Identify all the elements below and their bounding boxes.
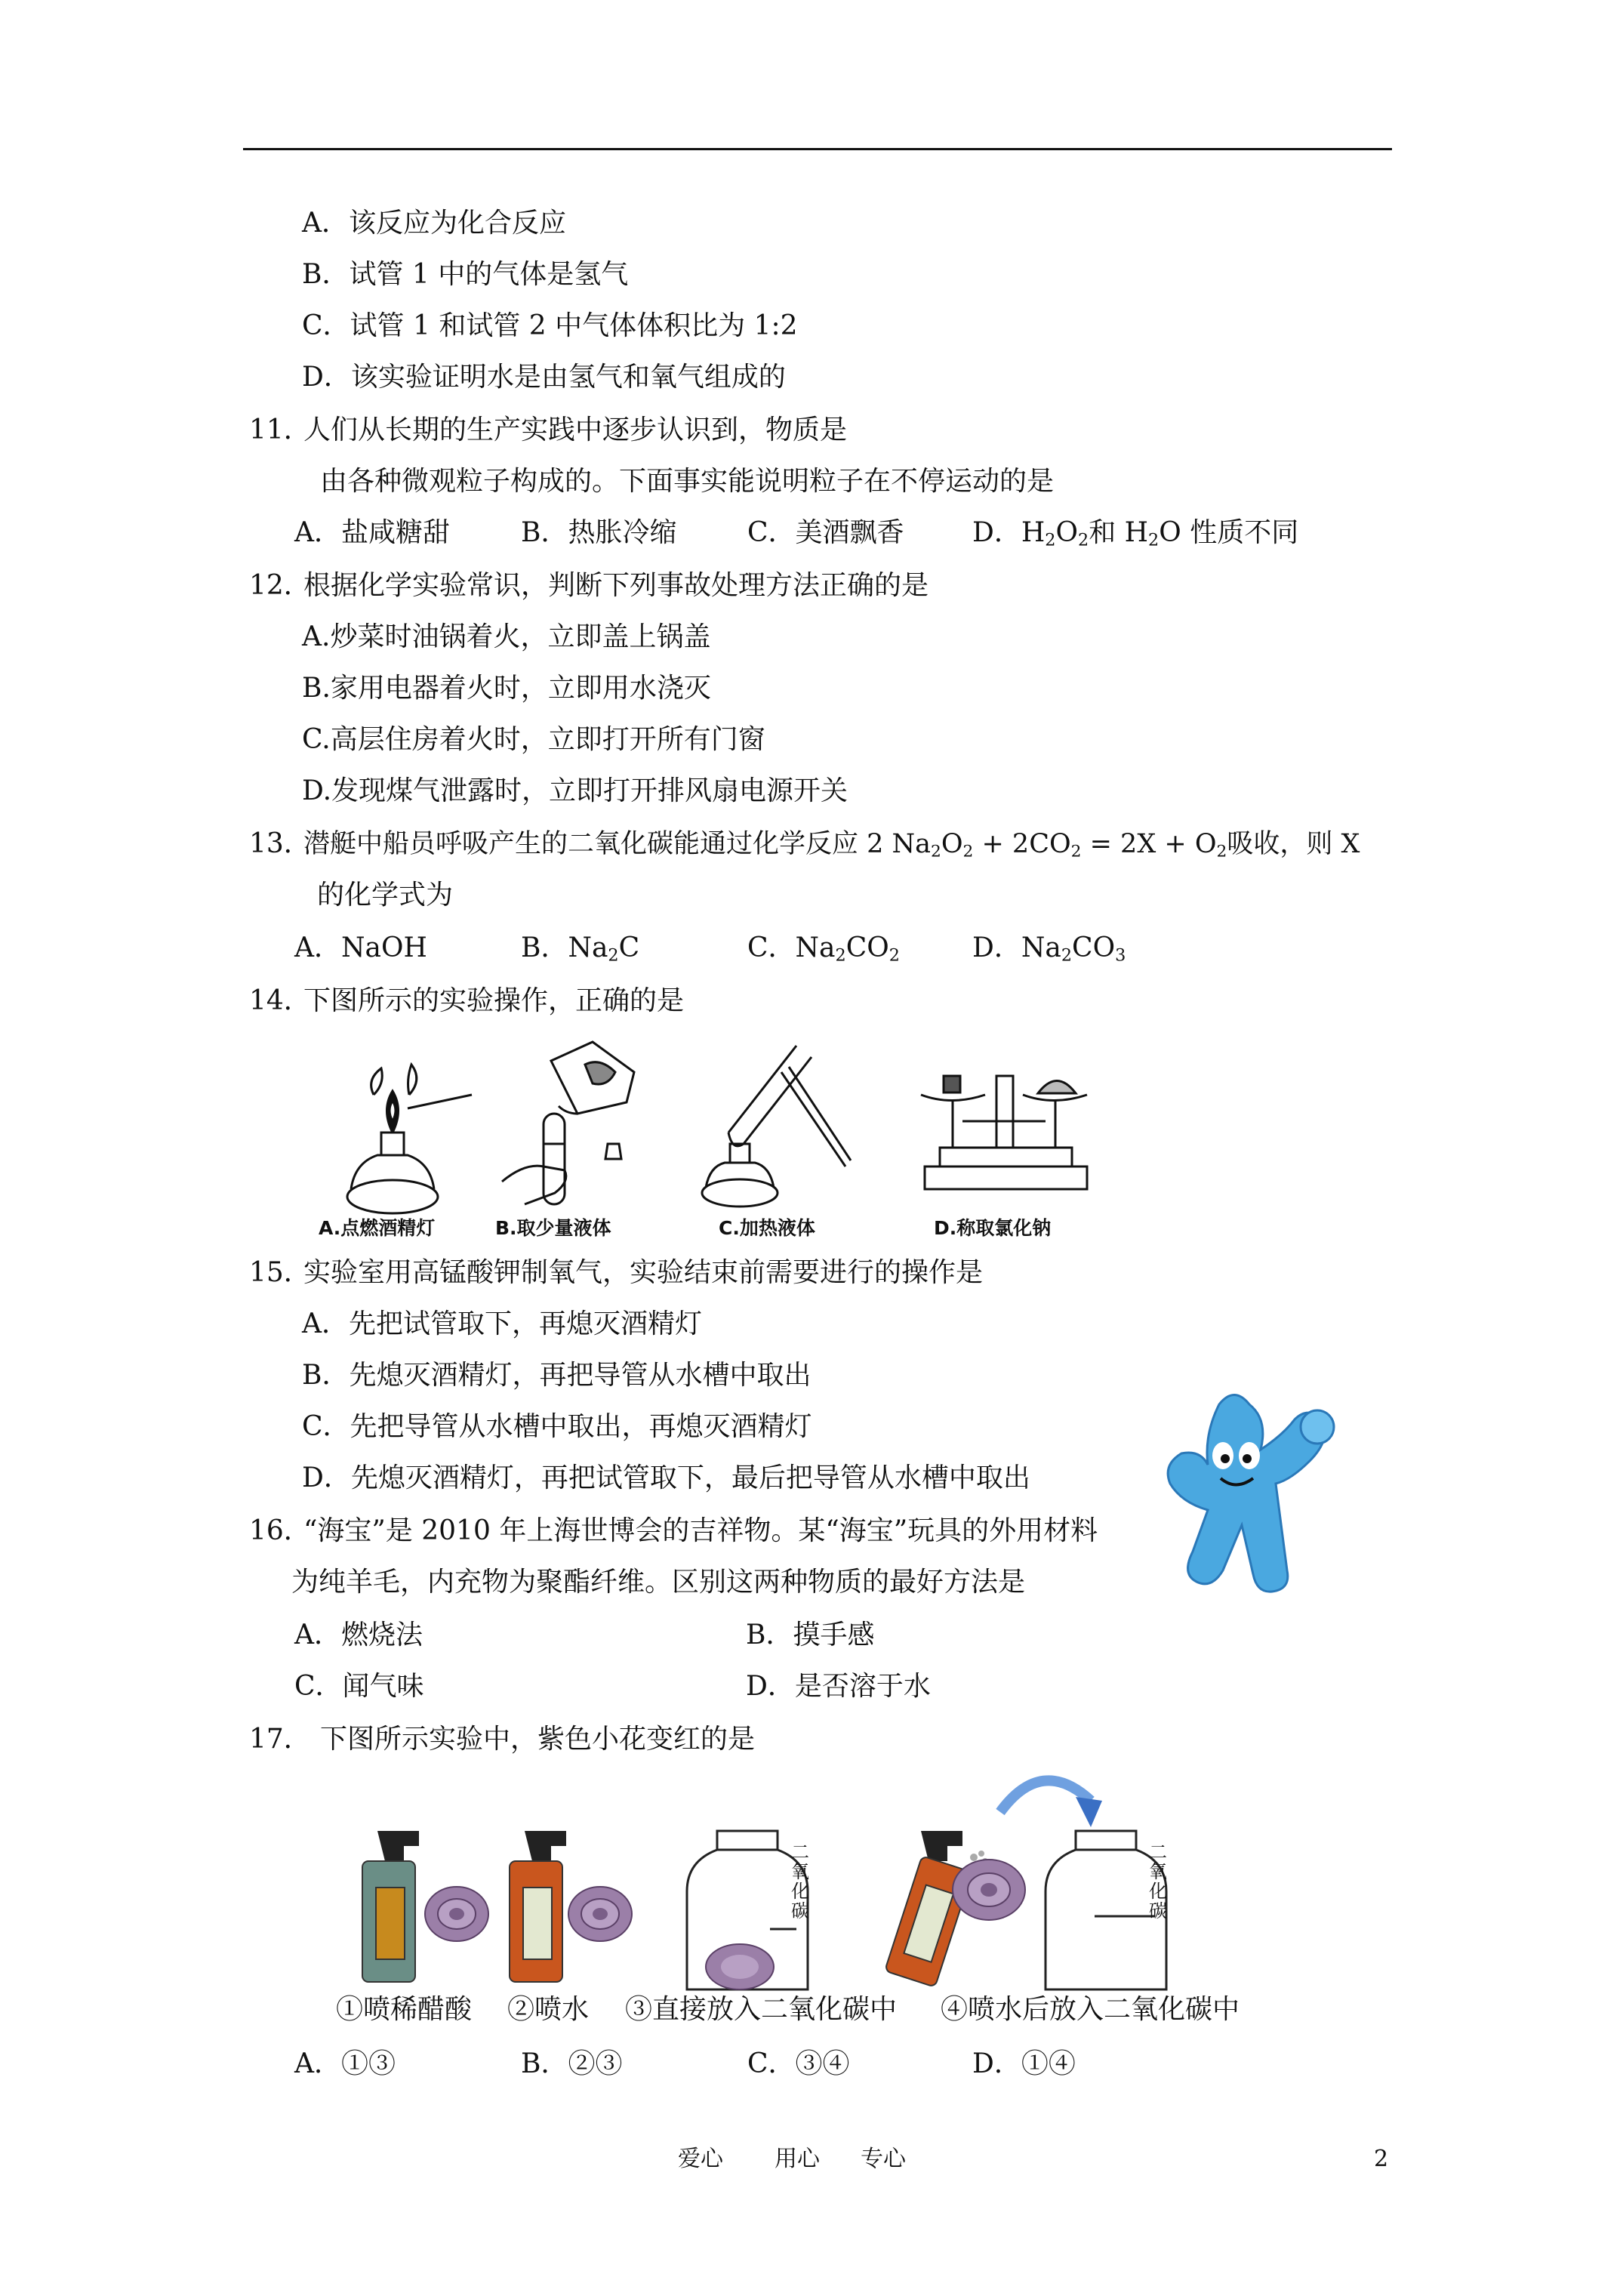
q11-option-d: D．$H_2O_2$和 $H_2O$ 性质不同 [972,517,1299,550]
q17-option-a: A．①③ [294,2048,396,2079]
q11-option-c: C．美酒飘香 [747,517,904,548]
q12-number: 12． [249,570,311,601]
q15-option-b: B．先熄灭酒精灯，再把导管从水槽中取出 [302,1360,812,1391]
q16-stem-line1: “海宝”是 2010 年上海世博会的吉祥物。某“海宝”玩具的外用材料 [303,1515,1098,1546]
q14-figure-label-c: C.加热液体 [719,1217,815,1239]
heating-test-tube-illustration [691,1031,864,1223]
q17-figure-label-4: ④喷水后放入二氧化碳中 [941,1994,1240,2025]
q16-stem-line2: 为纯羊毛，内充物为聚酯纤维。区别这两种物质的最好方法是 [291,1567,1026,1598]
q17-figure-label-3: ③直接放入二氧化碳中 [625,1994,898,2025]
q15-number: 15． [249,1257,311,1288]
q16-number: 16． [249,1515,311,1546]
q11-stem-line1: 人们从长期的生产实践中逐步认识到，物质是 [303,415,848,445]
move-arrow-icon [996,1763,1102,1831]
q17-stem: 下图所示实验中，紫色小花变红的是 [320,1724,756,1755]
q12-option-c: C.高层住房着火时，立即打开所有门窗 [302,724,765,755]
q16-option-a: A．燃烧法 [294,1620,423,1650]
q17-option-b: B．②③ [521,2048,623,2079]
q17-option-d: D．①④ [972,2048,1076,2079]
q15-option-d: D．先熄灭酒精灯，再把试管取下，最后把导管从水槽中取出 [302,1462,1030,1493]
footer-motto-2: 用心 [775,2146,820,2172]
q10-option-c: C．试管 1 和试管 2 中气体体积比为 1:2 [302,310,798,341]
q11-number: 11． [249,415,311,445]
q14-stem: 下图所示的实验操作，正确的是 [303,985,685,1016]
q11-option-b: B．热胀冷缩 [521,517,677,548]
jar-4-label: 二氧化碳 [1149,1841,1167,1922]
q15-option-a: A．先把试管取下，再熄灭酒精灯 [302,1308,702,1339]
alcohol-lamp-lighting-illustration [340,1049,483,1223]
q14-figure-label-a: A.点燃酒精灯 [319,1217,436,1239]
balance-scale-illustration [917,1034,1091,1197]
q10-option-d: D．该实验证明水是由氢气和氧气组成的 [302,362,786,393]
q12-option-b: B.家用电器着火时，立即用水浇灭 [302,673,711,704]
q16-option-c: C．闻气味 [294,1671,424,1702]
jar-3-label: 二氧化碳 [791,1841,809,1922]
q13-number: 13． [249,828,311,859]
q13-option-c: C．$Na_2CO_2$ [747,932,900,966]
footer-motto-3: 专心 [861,2146,906,2172]
q14-figure-label-b: B.取少量液体 [495,1217,611,1239]
footer-motto-1: 爱心 [678,2146,723,2172]
q11-option-a: A．盐咸糖甜 [294,517,450,548]
q15-option-c: C．先把导管从水槽中取出，再熄灭酒精灯 [302,1411,812,1442]
q12-stem: 根据化学实验常识，判断下列事故处理方法正确的是 [303,570,929,601]
pouring-liquid-illustration [494,1031,668,1223]
q17-figure-label-2: ②喷水 [507,1994,590,2025]
q13-stem-line2: 的化学式为 [317,880,454,911]
purple-flower-4-illustration [947,1854,1030,1925]
q13-stem-line1: 潜艇中船员呼吸产生的二氧化碳能通过化学反应 2 $Na_2O_2 + 2CO_2 = 2X + O_2$吸收，则 X [303,829,1360,861]
q12-option-d: D.发现煤气泄露时，立即打开排风扇电源开关 [302,775,848,806]
q13-option-b: B．$Na_2C$ [521,932,640,966]
q15-stem: 实验室用高锰酸钾制氧气，实验结束前需要进行的操作是 [303,1257,984,1288]
q17-number: 17． [249,1724,311,1755]
q17-figure-label-1: ①喷稀醋酸 [336,1994,473,2025]
q16-option-b: B．摸手感 [746,1620,875,1650]
header-rule [243,148,1392,150]
q14-figure-label-d: D.称取氯化钠 [934,1217,1052,1239]
q10-option-a: A．该反应为化合反应 [302,208,566,239]
q13-option-d: D．$Na_2CO_3$ [972,932,1126,966]
page-number: 2 [1374,2146,1389,2172]
q14-number: 14． [249,985,311,1016]
q10-option-b: B．试管 1 中的气体是氢气 [302,259,629,290]
purple-flower-2-illustration [562,1880,638,1948]
q17-option-c: C．③④ [747,2048,850,2079]
q12-option-a: A.炒菜时油锅着火，立即盖上锅盖 [302,621,711,652]
q16-option-d: D．是否溶于水 [746,1671,931,1702]
q13-option-a: A．NaOH [294,932,427,963]
haibao-mascot-illustration [1136,1389,1385,1608]
q11-stem-line2: 由各种微观粒子构成的。下面事实能说明粒子在不停运动的是 [320,466,1055,497]
purple-flower-1-illustration [419,1880,494,1948]
